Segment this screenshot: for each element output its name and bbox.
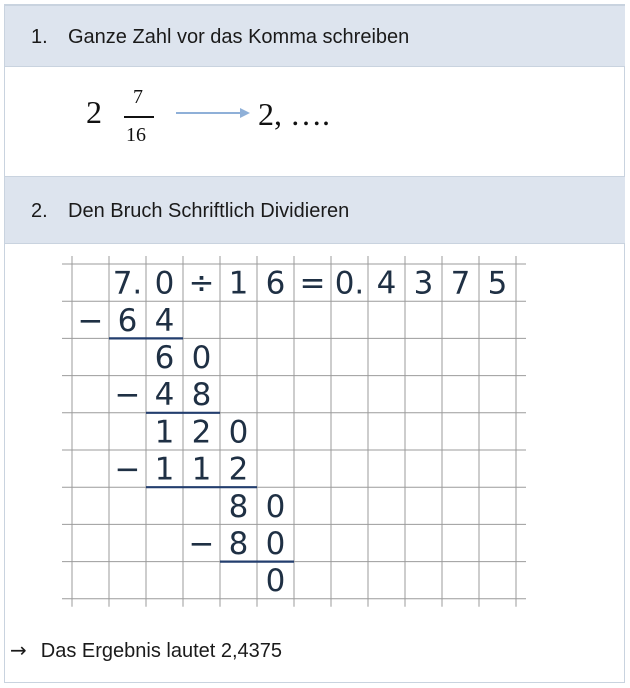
division-digit: 6 — [117, 302, 138, 339]
division-digit: 4 — [376, 265, 397, 302]
division-digit: 6 — [154, 340, 175, 376]
division-digit: 7 — [450, 265, 471, 302]
division-digit: 0 — [191, 340, 212, 376]
division-digit: 2 — [191, 414, 212, 451]
division-digit: − — [114, 377, 141, 414]
division-digit: 0 — [265, 526, 286, 562]
division-digit: 1 — [228, 265, 249, 302]
intermediate-result: 2, …. — [258, 96, 330, 132]
division-digit: 3 — [413, 265, 434, 302]
result-text: Das Ergebnis lautet 2,4375 — [40, 640, 283, 662]
division-digit: − — [188, 526, 215, 562]
division-digit: 4 — [154, 377, 175, 414]
division-digit: 0 — [228, 414, 249, 451]
fraction-denominator: 16 — [126, 124, 146, 146]
step-2-number: 2. — [31, 200, 48, 222]
division-digit: 7. — [112, 265, 143, 302]
division-digit: 1 — [154, 414, 175, 451]
division-digit: 0 — [265, 488, 286, 525]
division-digit: − — [77, 302, 104, 339]
division-digit: 4 — [154, 302, 175, 339]
division-digit: − — [114, 451, 141, 488]
fraction-numerator: 7 — [133, 86, 143, 108]
division-digit: 8 — [228, 488, 249, 525]
division-digit: 8 — [191, 377, 212, 414]
right-arrow-icon: → — [10, 638, 27, 662]
division-digit: 5 — [487, 265, 508, 302]
division-digit: ÷ — [188, 265, 215, 302]
step-2-title: Den Bruch Schriftlich Dividieren — [68, 200, 350, 222]
division-digit: 8 — [228, 526, 249, 562]
division-digit: 1 — [154, 451, 175, 488]
division-digit: = — [299, 265, 326, 302]
division-digit: 6 — [265, 265, 286, 302]
step-1-number: 1. — [31, 26, 48, 48]
division-digit: 0 — [265, 563, 286, 600]
result-line — [10, 638, 282, 663]
division-digit: 0. — [334, 265, 365, 302]
division-digit: 1 — [191, 451, 212, 488]
division-digit: 2 — [228, 451, 249, 488]
division-digit: 0 — [154, 265, 175, 302]
mixed-number-whole: 2 — [86, 94, 102, 130]
step-1-title: Ganze Zahl vor das Komma schreiben — [68, 26, 410, 48]
